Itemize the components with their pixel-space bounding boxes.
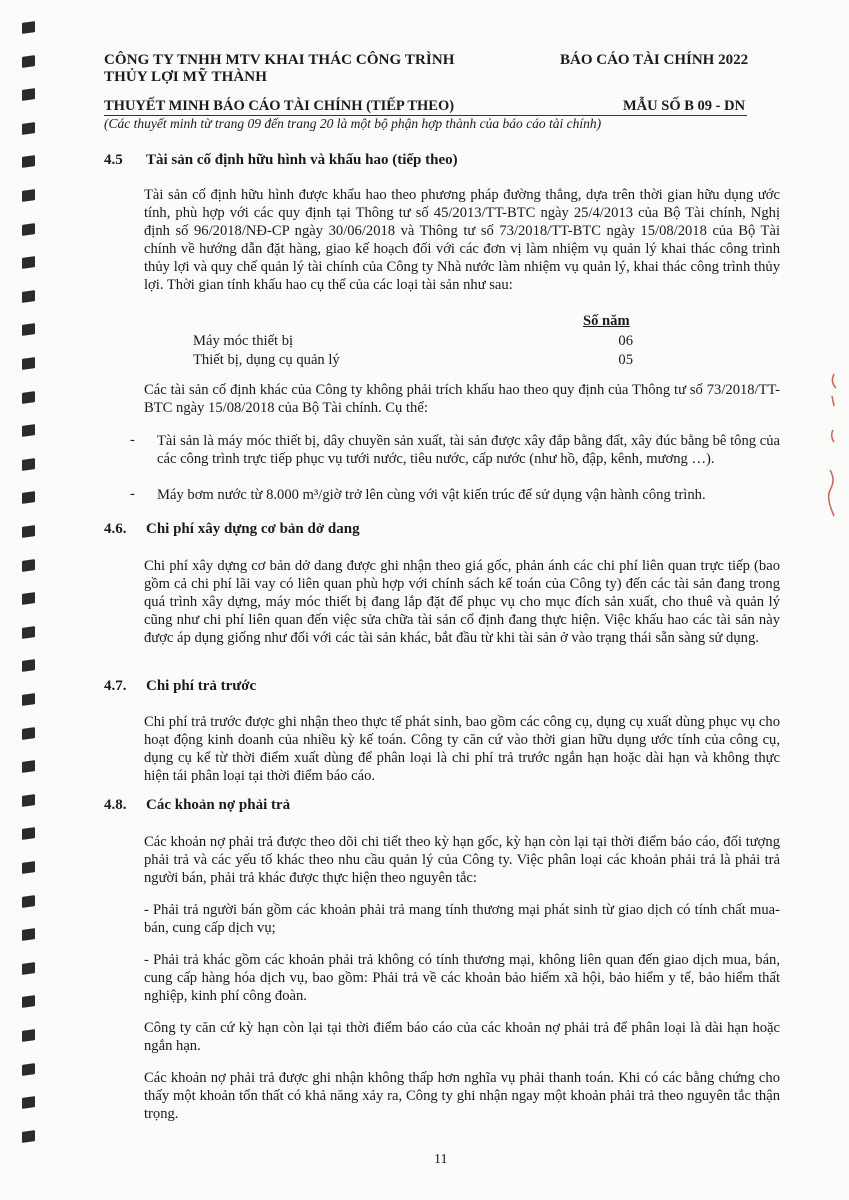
asset-class-label: Máy móc thiết bị — [193, 333, 294, 349]
section-4-8-paragraph-3: - Phải trả khác gồm các khoản phải trả không có tính thương mại, không liên quan đến giao dịch mua, bán, cung cấp hàng hóa dịch vụ, bao gồm: Phải trả về các khoản bảo hiểm xã hội, bảo hiểm y tế, bảo hiểm thất nghiệp, kinh phí công đoàn. — [144, 952, 780, 1004]
bullet-item: Máy bơm nước từ 8.000 m³/giờ trở lên cùng với vật kiến trúc để sử dụng vận hành công trình. — [157, 487, 706, 503]
binding-hole — [22, 626, 35, 639]
binding-hole — [22, 1029, 35, 1042]
section-title: Chi phí trả trước — [146, 678, 257, 694]
useful-life-row — [193, 333, 633, 350]
section-4-8-paragraph-1: Các khoản nợ phải trả được theo dõi chi tiết theo kỳ hạn gốc, kỳ hạn còn lại tại thời điểm báo cáo, đối tượng phải trả và các yếu tố khác theo nhu cầu quản lý của Công ty. Việc phân loại các khoản phải trả là phải trả người bán, phải trả khác được thực hiện theo nguyên tắc: — [144, 834, 780, 886]
section-title: Tài sản cố định hữu hình và khấu hao (tiếp theo) — [146, 152, 458, 168]
binding-hole — [22, 995, 35, 1008]
binding-hole — [22, 861, 35, 874]
section-number: 4.5 — [104, 152, 123, 168]
section-number: 4.7. — [104, 678, 127, 694]
binding-hole — [22, 21, 35, 34]
section-number: 4.6. — [104, 521, 127, 537]
section-4-8-paragraph-5: Các khoản nợ phải trả được ghi nhận không thấp hơn nghĩa vụ phải thanh toán. Khi có các bằng chứng cho thấy một khoản tổn thất có khả năng xảy ra, Công ty ghi nhận ngay một khoản phải trả theo nguyên tắc thận trọng. — [144, 1070, 780, 1122]
company-name-line1: CÔNG TY TNHH MTV KHAI THÁC CÔNG TRÌNH — [104, 52, 455, 68]
notes-subtitle: (Các thuyết minh từ trang 09 đến trang 20 là một bộ phận hợp thành của báo cáo tài chính) — [104, 116, 602, 131]
company-name — [104, 52, 455, 86]
section-4-5-heading — [104, 152, 458, 169]
binding-hole — [22, 155, 35, 168]
bullet-mark: - — [130, 486, 135, 502]
binding-hole — [22, 424, 35, 437]
binding-hole — [22, 323, 35, 336]
section-4-5-paragraph-1: Tài sản cố định hữu hình được khấu hao theo phương pháp đường thẳng, dựa trên thời gian hữu dụng ước tính, phù hợp với các quy định tại Thông tư số 45/2013/TT-BTC ngày 25/4/2013 của Bộ Tài chính, Nghị định số 96/2018/NĐ-CP ngày 30/06/2018 và Thông tư số 73/2018/TT-BTC ngày 15/08/2018 của Bộ Tài chính về hướng dẫn đặt hàng, giao kế hoạch đối với các đơn vị làm nhiệm vụ quản lý khai thác công trình thủy lợi và quy chế quản lý tài chính của Công ty Nhà nước làm nhiệm vụ quản lý, khai thác công trình thủy lợi. Thời gian tính khấu hao cụ thể của các loại tài sản như sau: — [144, 187, 780, 293]
section-4-8-paragraph-2: - Phải trả người bán gồm các khoản phải trả mang tính thương mại phát sinh từ giao dịch có tính chất mua-bán, cung cấp dịch vụ; — [144, 902, 780, 936]
useful-life-header: Số năm — [583, 313, 630, 329]
binding-hole — [22, 895, 35, 908]
section-number: 4.8. — [104, 797, 127, 813]
binding-hole — [22, 290, 35, 303]
binding-hole — [22, 491, 35, 504]
binding-hole — [22, 928, 35, 941]
section-4-6-paragraph: Chi phí xây dựng cơ bản dở dang được ghi nhận theo giá gốc, phản ánh các chi phí liên quan trực tiếp (bao gồm cả chi phí lãi vay có liên quan phù hợp với chính sách kế toán của Công ty) đến các tài sản đang trong quá trình xây dựng, máy móc thiết bị đang lắp đặt để phục vụ cho mục đích sản xuất, cho thuê và quản lý cũng như chi phí liên quan đến việc sửa chữa tài sản cố định đang thực hiện. Việc khấu hao các tài sản này được áp dụng giống như đối với các tài sản khác, bắt đầu từ khi tài sản ở vào trạng thái sẵn sàng sử dụng. — [144, 558, 780, 646]
binding-hole — [22, 525, 35, 538]
form-number: MẪU SỐ B 09 - DN — [623, 98, 746, 114]
binding-hole — [22, 458, 35, 471]
binding-hole — [22, 357, 35, 370]
asset-class-years: 06 — [618, 333, 633, 349]
report-title: BÁO CÁO TÀI CHÍNH 2022 — [560, 52, 749, 68]
bullet-mark: - — [130, 432, 135, 448]
asset-class-years: 05 — [618, 352, 633, 368]
binding-hole — [22, 827, 35, 840]
binding-hole — [22, 122, 35, 135]
binding-hole — [22, 1130, 35, 1143]
binding-hole — [22, 256, 35, 269]
binding-hole — [22, 189, 35, 202]
section-4-5-paragraph-2: Các tài sản cố định khác của Công ty không phải trích khấu hao theo quy định của Thông tư số 73/2018/TT-BTC ngày 15/08/2018 của Bộ Tài chính. Cụ thể: — [144, 382, 780, 416]
binding-hole — [22, 391, 35, 404]
binding-hole — [22, 592, 35, 605]
asset-class-label: Thiết bị, dụng cụ quản lý — [193, 352, 340, 368]
binding-hole — [22, 727, 35, 740]
binding-hole — [22, 760, 35, 773]
binding-hole — [22, 88, 35, 101]
section-4-8-paragraph-4: Công ty căn cứ kỳ hạn còn lại tại thời điểm báo cáo của các khoản nợ phải trả để phân loại là dài hạn hoặc ngắn hạn. — [144, 1020, 780, 1054]
margin-stamp-mark — [820, 370, 842, 520]
page-number: 11 — [434, 1152, 448, 1167]
section-title: Chi phí xây dựng cơ bản dở dang — [146, 521, 360, 537]
section-4-7-heading — [104, 678, 256, 695]
bullet-item: Tài sản là máy móc thiết bị, dây chuyền sản xuất, tài sản được xây đắp bằng đất, xây đúc bằng bê tông của các công trình trực tiếp phục vụ tưới nước, tiêu nước, cấp nước (như hồ, đập, kênh, mương …). — [157, 433, 780, 467]
section-title: Các khoản nợ phải trả — [146, 797, 291, 813]
section-4-8-heading — [104, 797, 290, 814]
binding-hole — [22, 1063, 35, 1076]
company-name-line2: THỦY LỢI MỸ THÀNH — [104, 69, 267, 85]
binding-hole — [22, 794, 35, 807]
binding-hole — [22, 55, 35, 68]
binding-hole — [22, 962, 35, 975]
binding-hole — [22, 223, 35, 236]
section-4-7-paragraph: Chi phí trả trước được ghi nhận theo thực tế phát sinh, bao gồm các công cụ, dụng cụ xuất dùng phục vụ cho hoạt động kinh doanh của nhiều kỳ kế toán. Công ty căn cứ vào thời gian hữu dụng ước tính của công cụ, dụng cụ kể từ thời điểm xuất dùng để phân loại là chi phí trả trước ngắn hạn hoặc dài hạn và không thực hiện tái phân loại tại thời điểm báo cáo. — [144, 714, 780, 784]
useful-life-row — [193, 352, 633, 369]
binding-hole — [22, 559, 35, 572]
binding-hole — [22, 693, 35, 706]
binding-hole — [22, 1096, 35, 1109]
binding-hole — [22, 659, 35, 672]
notes-title: THUYẾT MINH BÁO CÁO TÀI CHÍNH (TIẾP THEO) — [104, 98, 455, 114]
section-4-6-heading — [104, 521, 360, 538]
